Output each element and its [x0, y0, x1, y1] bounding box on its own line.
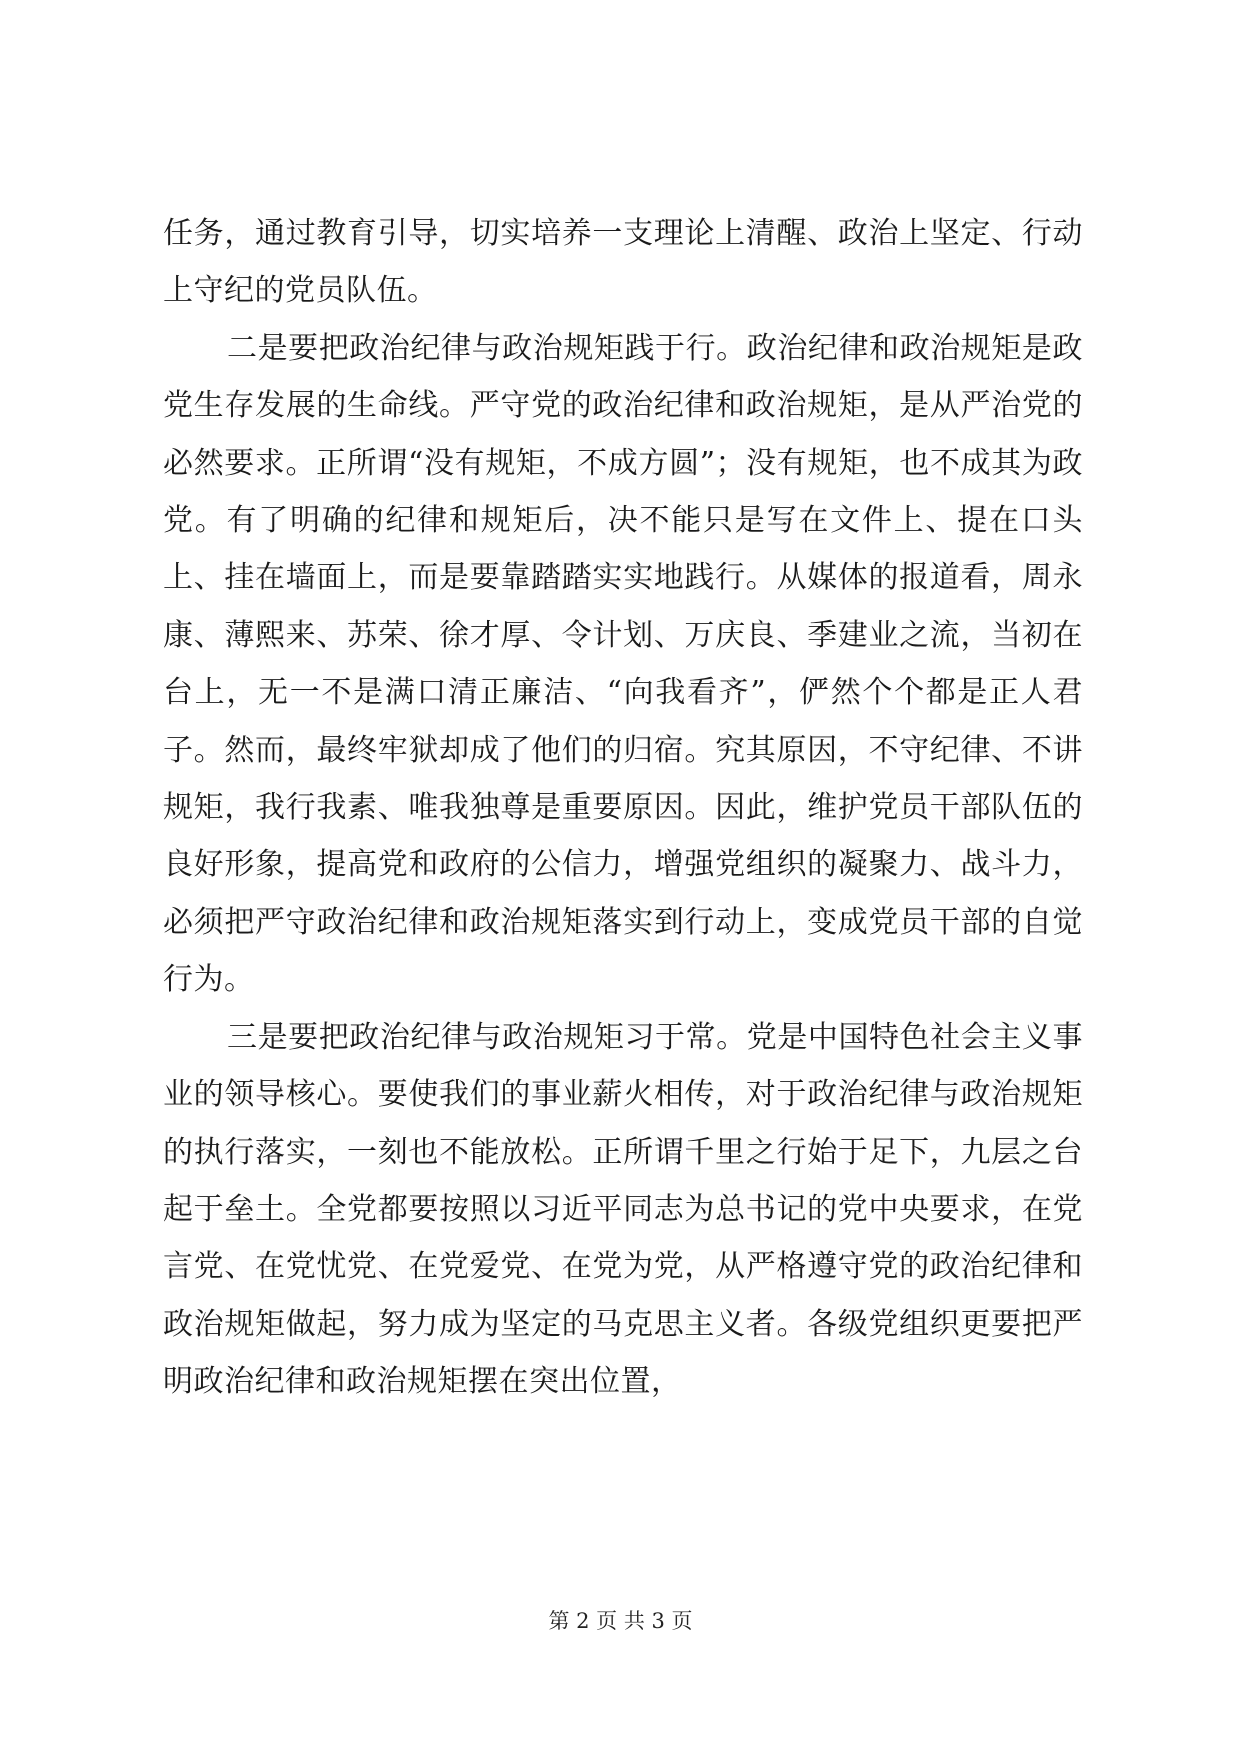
- paragraph-1: 任务，通过教育引导，切实培养一支理论上清醒、政治上坚定、行动上守纪的党员队伍。: [163, 216, 1083, 309]
- page-footer: 第 2 页 共 3 页: [548, 1609, 693, 1633]
- paragraph-3: 三是要把政治纪律与政治规矩习于常。党是中国特色社会主义事业的领导核心。要使我们的事业薪火相传，对于政治纪律与政治规矩的执行落实，一刻也不能放松。正所谓千里之行始于足下，九层之台起于垒土。全党都要按照以习近平同志为总书记的党中央要求，在党言党、在党忧党、在党爱党、在党为党，从严格遵守党的政治纪律和政治规矩做起，努力成为坚定的马克思主义者。各级党组织更要把严明政治纪律和政治规矩摆在突出位置，: [163, 1019, 1083, 1400]
- document-body: [163, 205, 1083, 1411]
- paragraph-2: 二是要把政治纪律与政治规矩践于行。政治纪律和政治规矩是政党生存发展的生命线。严守党的政治纪律和政治规矩，是从严治党的必然要求。正所谓“没有规矩，不成方圆”；没有规矩，也不成其为政党。有了明确的纪律和规矩后，决不能只是写在文件上、提在口头上、挂在墙面上，而是要靠踏踏实实地践行。从媒体的报道看，周永康、薄熙来、苏荣、徐才厚、令计划、万庆良、季建业之流，当初在台上，无一不是满口清正廉洁、“向我看齐”，俨然个个都是正人君子。然而，最终牢狱却成了他们的归宿。究其原因，不守纪律、不讲规矩，我行我素、唯我独尊是重要原因。因此，维护党员干部队伍的良好形象，提高党和政府的公信力，增强党组织的凝聚力、战斗力，必须把严守政治纪律和政治规矩落实到行动上，变成党员干部的自觉行为。: [163, 330, 1083, 998]
